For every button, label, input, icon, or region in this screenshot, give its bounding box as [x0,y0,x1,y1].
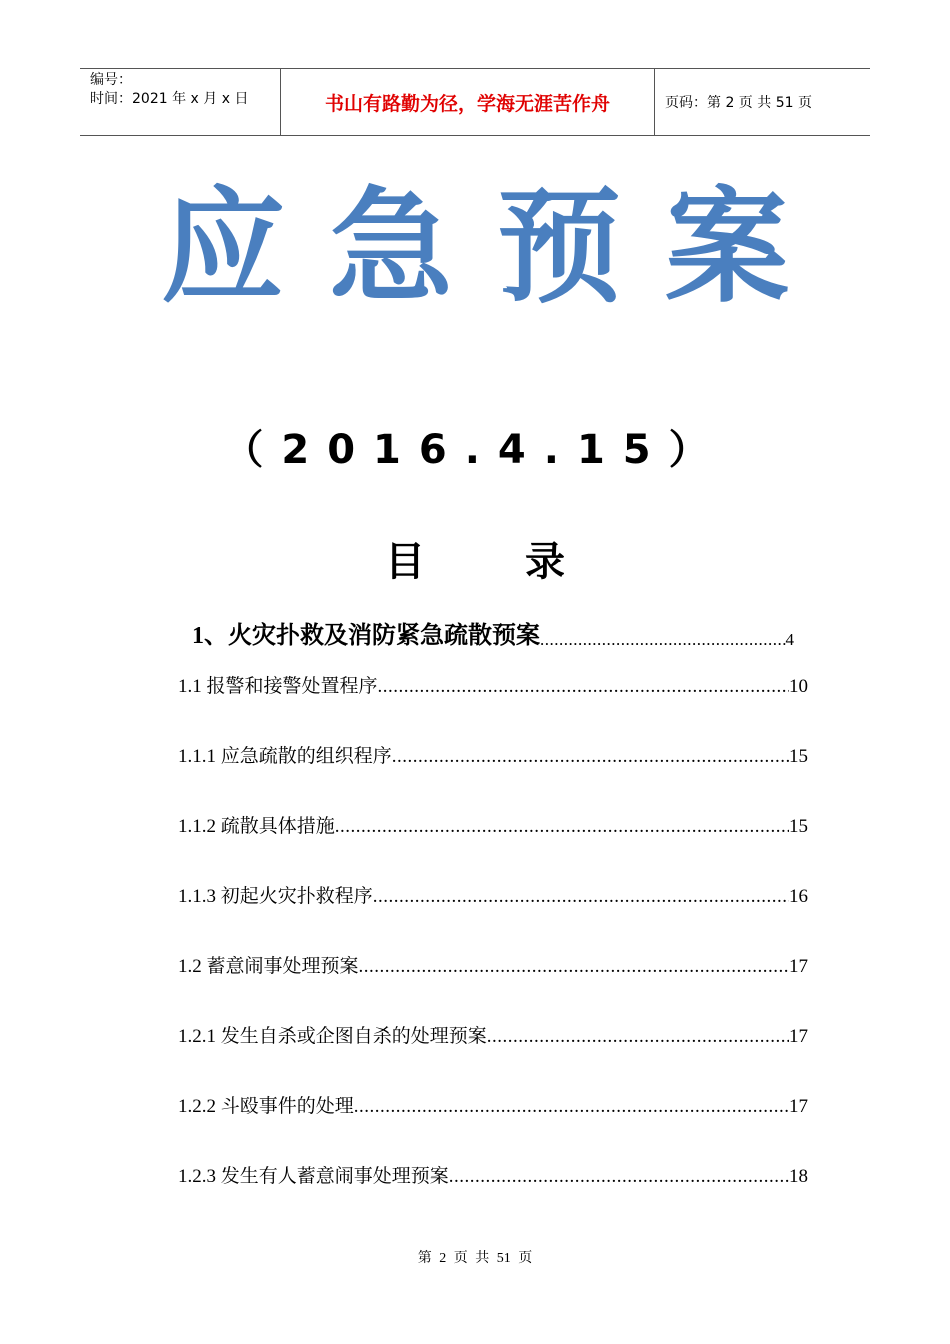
toc-entry-label: 1.2.2 斗殴事件的处理 [178,1096,354,1117]
toc-entry-page: 10 [789,676,808,697]
toc-heading-right: 录 [525,538,565,585]
toc-entry-page: 17 [789,1096,808,1117]
toc-entry-label: 1.1.1 应急疏散的组织程序 [178,746,392,767]
toc-entry[interactable] [178,650,808,720]
toc-leader-dots [335,816,789,838]
toc-entry-page: 4 [785,630,794,649]
toc-entry-page: 15 [789,746,808,767]
toc-entry-label: 1.2 蓄意闹事处理预案 [178,956,359,977]
toc-heading [0,536,950,588]
toc-entry-page: 18 [789,1166,808,1187]
toc-entry-page: 15 [789,816,808,837]
toc-entry-label: 1.1.2 疏散具体措施 [178,816,335,837]
toc-leader-dots [449,1166,789,1188]
header-page-info: 页码：第 2 页 共 51 页 [665,95,812,111]
header-meta [80,69,281,135]
toc-leader-dots [359,956,789,978]
toc-entry[interactable] [178,1070,808,1140]
document-title: 应急预案 [160,176,833,320]
toc-entry[interactable] [178,608,794,650]
toc-entry[interactable] [178,720,808,790]
toc-leader-dots [378,676,789,698]
toc-entry-page: 16 [789,886,808,907]
toc-entry[interactable] [178,1140,808,1210]
toc-entry-label: 1.1.3 初起火灾扑救程序 [178,886,373,907]
toc-entry-label: 1.2.3 发生有人蓄意闹事处理预案 [178,1166,449,1187]
toc-entry-label: 1.1 报警和接警处置程序 [178,676,378,697]
header-motto: 书山有路勤为径，学海无涯苦作舟 [281,69,655,135]
document-date: （2016.4.15） [223,427,727,473]
toc-leader-dots [540,630,786,650]
toc-leader-dots [354,1096,789,1118]
toc-entry-label: 1、火灾扑救及消防紧急疏散预案 [192,623,540,649]
table-of-contents [178,608,808,1210]
toc-entry[interactable] [178,930,808,1000]
toc-entry-page: 17 [789,1026,808,1047]
page-footer: 第 2 页 共 51 页 [417,1251,533,1266]
toc-entry[interactable] [178,1000,808,1070]
document-time-label: 时间：2021 年 x 月 x 日 [90,91,249,107]
toc-leader-dots [487,1026,789,1048]
toc-entry-page: 17 [789,956,808,977]
toc-entry[interactable] [178,860,808,930]
toc-entry[interactable] [178,790,808,860]
toc-leader-dots [392,746,789,768]
toc-heading-left: 目 [385,538,425,585]
page-header [80,68,870,136]
toc-leader-dots [373,886,789,908]
document-number-label: 编号： [90,72,132,88]
toc-entry-label: 1.2.1 发生自杀或企图自杀的处理预案 [178,1026,487,1047]
